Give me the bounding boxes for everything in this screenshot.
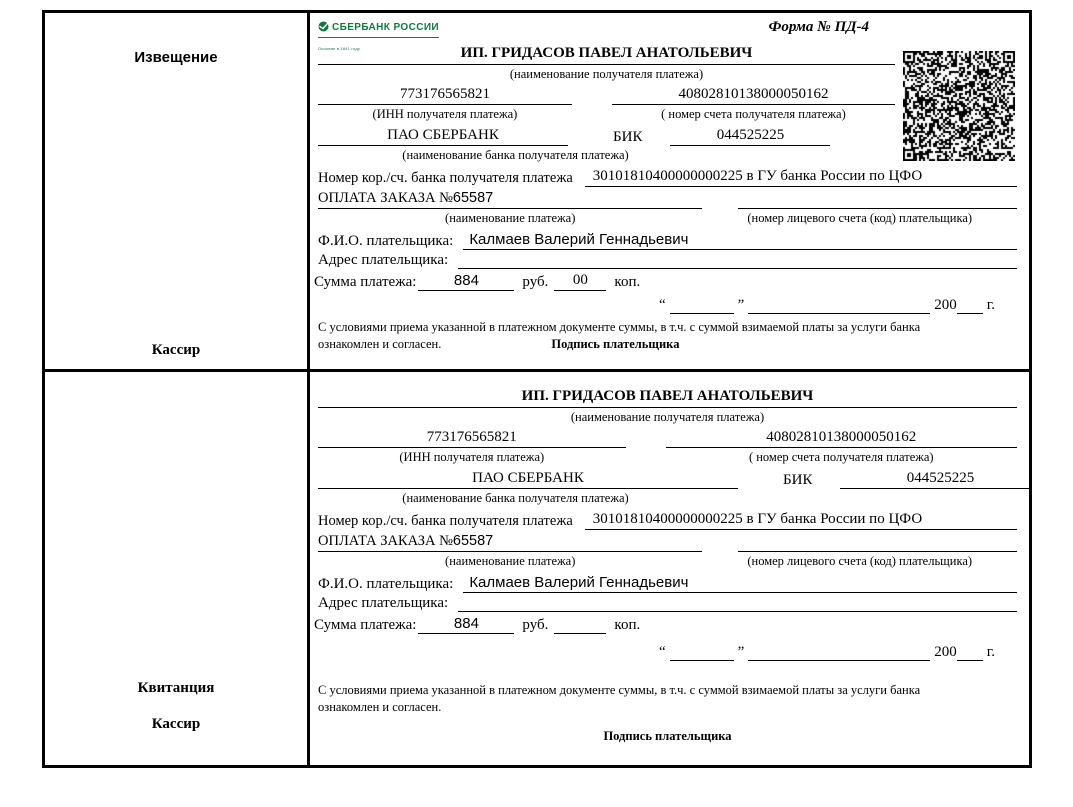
bank-name-value: ПАО СБЕРБАНК [318,470,738,489]
sum-label: Сумма платежа: [314,617,417,633]
sum-label: Сумма платежа: [314,274,417,290]
recipient-name: ИП. ГРИДАСОВ ПАВЕЛ АНАТОЛЬЕВИЧ [318,388,1017,408]
personal-account-line [738,534,1017,552]
payer-address-label: Адрес плательщика: [318,252,449,268]
notice-content-cell [310,13,1029,369]
receipt-content-cell [310,372,1029,765]
payer-address-label: Адрес плательщика: [318,595,449,611]
payer-address-value [458,267,1017,269]
payer-fio-label: Ф.И.О. плательщика: [318,233,454,249]
sum-rub-value: 884 [418,272,514,291]
bik-label: БИК [783,472,813,488]
bik-value: 044525225 [840,470,1029,489]
notice-header [318,17,1017,51]
inn-value: 773176565821 [318,86,572,105]
inn-label: (ИНН получателя платежа) [399,450,545,464]
bank-name-label: (наименование банка получателя платежа) [402,491,629,505]
sum-kop-value: 00 [554,272,606,291]
payment-name-value: ОПЛАТА ЗАКАЗА №65587 [318,533,702,552]
receipt-section [45,372,1029,765]
bik-label: БИК [613,129,643,145]
sberbank-logo-icon [318,20,329,36]
order-number: 65587 [452,190,494,206]
bik-value: 044525225 [670,127,830,146]
corr-account-value: 30101810400000000225 в ГУ банка России по ЦФО [585,511,1017,530]
agreement-text-line1: С условиями приема указанной в платежном документе суммы, в т.ч. с суммой взимаемой платы за услуги банка [318,320,921,334]
payment-name-value: ОПЛАТА ЗАКАЗА №65587 [318,190,702,209]
personal-account-label: (номер лицевого счета (код) плательщика) [747,211,973,225]
bank-name-value: ПАО СБЕРБАНК [318,127,568,146]
agreement-text-line2: ознакомлен и согласен. [318,337,442,351]
pd4-form-table [42,10,1032,768]
account-value: 40802810138000050162 [612,86,895,105]
corr-account-label: Номер кор./сч. банка получателя платежа [318,513,573,529]
payer-signature-label: Подпись плательщика [551,337,680,351]
corr-account-label: Номер кор./сч. банка получателя платежа [318,170,573,186]
order-number: 65587 [452,533,494,549]
receipt-side-cell [45,372,310,765]
payer-signature-label: Подпись плательщика [603,729,732,743]
receipt-cashier-label: Кассир [151,716,201,732]
rub-label: руб. [522,274,549,290]
personal-account-line [738,191,1017,209]
personal-account-label: (номер лицевого счета (код) плательщика) [747,554,973,568]
recipient-label: (наименование получателя платежа) [509,67,704,81]
corr-account-value: 30101810400000000225 в ГУ банка России по ЦФО [585,168,1017,187]
kop-label: коп. [614,274,641,290]
sberbank-logo-subtext: Основан в 1841 году [318,46,361,51]
notice-cashier-label: Кассир [151,342,201,358]
notice-section [45,13,1029,372]
kop-label: коп. [614,617,641,633]
agreement-text-line1: С условиями приема указанной в платежном документе суммы, в т.ч. с суммой взимаемой платы за услуги банка [318,683,921,697]
inn-value: 773176565821 [318,429,626,448]
sum-rub-value: 884 [418,615,514,634]
sberbank-logo-text: СБЕРБАНК РОССИИ [332,22,440,33]
payment-name-label: (наименование платежа) [445,554,576,568]
payer-fio-label: Ф.И.О. плательщика: [318,576,454,592]
form-number: Форма № ПД-4 [768,19,869,35]
payer-fio-value: Калмаев Валерий Геннадьевич [463,231,1017,250]
account-value: 40802810138000050162 [666,429,1017,448]
receipt-side-label: Квитанция [137,680,215,696]
sum-kop-value [554,632,606,634]
account-label: ( номер счета получателя платежа) [748,450,934,464]
payer-fio-value: Калмаев Валерий Геннадьевич [463,574,1017,593]
date-line: “ ” 200 г. [658,297,995,313]
rub-label: руб. [522,617,549,633]
notice-side-cell [45,13,310,369]
payment-qr-code [895,45,1017,165]
recipient-label: (наименование получателя платежа) [570,410,765,424]
date-line: “ ” 200 г. [658,644,995,660]
payer-address-value [458,610,1017,612]
agreement-text-line2: ознакомлен и согласен. [318,700,442,714]
notice-side-label: Извещение [134,49,218,66]
recipient-name: ИП. ГРИДАСОВ ПАВЕЛ АНАТОЛЬЕВИЧ [318,45,895,65]
inn-label: (ИНН получателя платежа) [372,107,518,121]
payment-name-label: (наименование платежа) [445,211,576,225]
bank-name-label: (наименование банка получателя платежа) [402,148,629,162]
account-label: ( номер счета получателя платежа) [661,107,846,121]
